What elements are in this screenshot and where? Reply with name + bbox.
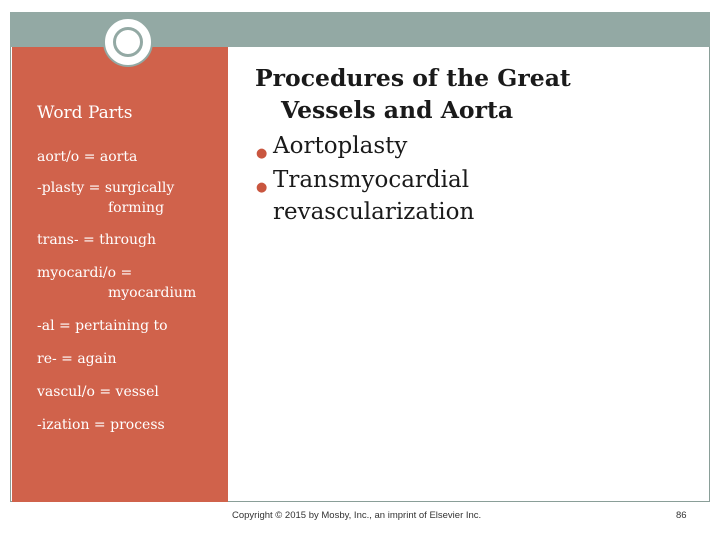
word-part-text: -al = pertaining to (37, 318, 168, 334)
word-part-text: re- = again (37, 351, 117, 367)
procedure-continuation: revascularization (273, 199, 475, 225)
inner-ring (113, 27, 143, 57)
word-part-item (37, 349, 117, 369)
copyright-footer: Copyright © 2015 by Mosby, Inc., an imprint of Elsevier Inc. (232, 510, 482, 521)
word-part-text: myocardi/o = (37, 265, 133, 281)
word-part-item (37, 415, 165, 435)
word-part-item (37, 263, 196, 303)
word-part-text: aort/o = aorta (37, 149, 138, 165)
circle-ring-icon (103, 17, 153, 67)
slide-title-line2: Vessels and Aorta (281, 96, 514, 124)
word-part-text: -plasty = surgically (37, 180, 175, 196)
procedure-text: Aortoplasty (273, 133, 408, 159)
word-part-continuation: myocardium (108, 285, 197, 301)
word-parts-title: Word Parts (37, 103, 133, 123)
procedure-text: Transmyocardial (273, 167, 470, 193)
bullet-dot-icon: ● (256, 180, 268, 195)
word-part-item (37, 230, 156, 250)
word-part-item (37, 316, 168, 336)
slide-title-line1: Procedures of the Great (255, 64, 571, 92)
word-part-text: vascul/o = vessel (37, 384, 159, 400)
word-part-text: trans- = through (37, 232, 156, 248)
slide-title (255, 62, 571, 126)
bullet-dot-icon: ● (256, 146, 268, 161)
word-part-item (37, 382, 159, 402)
page-number: 86 (676, 510, 687, 521)
word-part-continuation: forming (108, 200, 165, 216)
procedure-list (255, 130, 474, 230)
word-part-item (37, 147, 137, 167)
procedure-item (255, 130, 474, 162)
word-part-item (37, 178, 174, 218)
procedure-item (255, 164, 474, 228)
word-part-text: -ization = process (37, 417, 165, 433)
